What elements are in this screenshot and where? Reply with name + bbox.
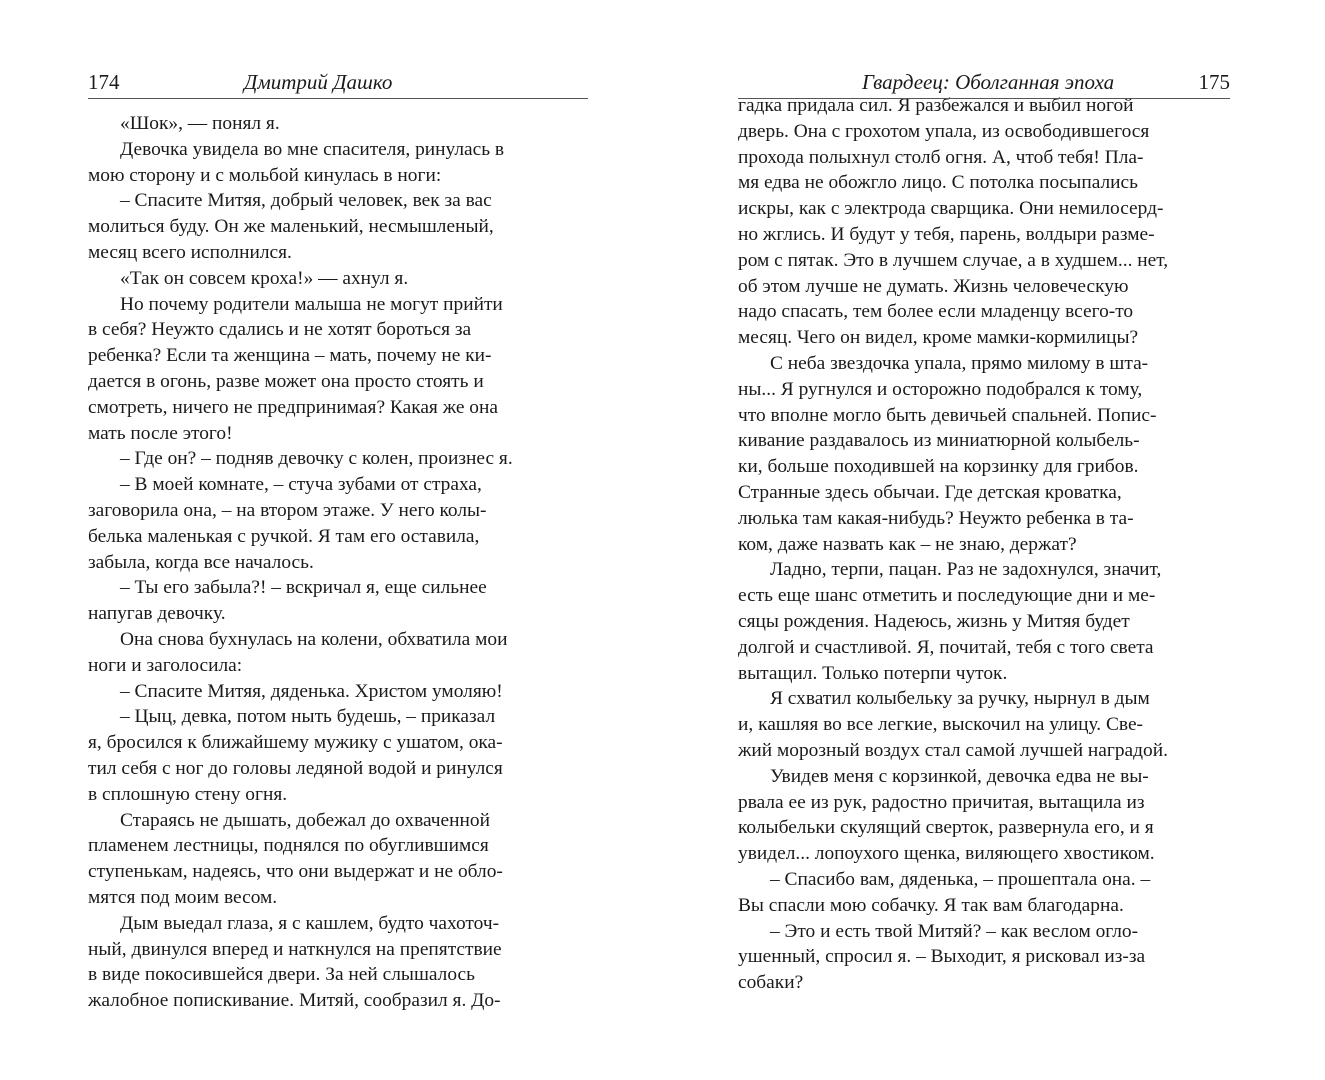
paragraph: – Ты его забыла?! – вскричал я, еще сильнее напугав девочку. (88, 577, 487, 625)
paragraph: Она снова бухнулась на колени, обхватила мои ноги и заголосила: (88, 628, 508, 676)
paragraph: С неба звездочка упала, прямо милому в шта- ны... Я ругнулся и осторожно подобрался к тому, что вполне могло быть девичьей спальней. Попис- кивание раздавалось из миниатюрной колыбель- ки, больше походившей на корзинку для грибов. Странные здесь обычаи. Где детская кроватка, люлька там какая-нибудь? Неужто ребенка в та- ком, даже назвать как – не знаю, держат? (738, 352, 1157, 555)
paragraph: – Спасите Митяя, дяденька. Христом умоляю! (120, 680, 503, 702)
right-page-text (738, 93, 1230, 996)
paragraph: Но почему родители малыша не могут прийти в себя? Неужто сдались и не хотят бороться за ребенка? Если та женщина – мать, почему не ки- дается в огонь, разве может она просто стоять и смотреть, ничего не предпринимая? Какая же она мать после этого! (88, 293, 503, 444)
page-number: 174 (88, 70, 120, 94)
paragraph: Увидев меня с корзинкой, девочка едва не вы- рвала ее из рук, радостно причитая, вытащила из колыбельки скулящий сверток, развернула его, и я увидел... лопоухого щенка, виляющего хвостиком. (738, 765, 1155, 865)
paragraph: Стараясь не дышать, добежал до охваченной пламенем лестницы, поднялся по обуглившимся ступенькам, надеясь, что они выдержат и не обло- мятся под моим весом. (88, 809, 503, 908)
left-page-text (88, 111, 588, 1014)
paragraph: – Где он? – подняв девочку с колен, произнес я. (120, 448, 513, 470)
paragraph: – Спасибо вам, дяденька, – прошептала она. – Вы спасли мою собачку. Я так вам благодарна. (738, 868, 1151, 916)
paragraph: – Спасите Митяя, добрый человек, век за вас молиться буду. Он же маленький, несмышленый, месяц всего исполнился. (88, 190, 494, 263)
right-page-header (738, 62, 1230, 99)
paragraph: «Так он совсем кроха!» — ахнул я. (120, 267, 409, 289)
paragraph: Девочка увидела во мне спасителя, ринулась в мою сторону и с мольбой кинулась в ноги: (88, 138, 505, 186)
paragraph: Ладно, терпи, пацан. Раз не задохнулся, значит, есть еще шанс отметить и последующие дни и ме- сяцы рождения. Надеюсь, жизнь у Митяя будет долгой и счастливой. Я, почитай, тебя с того света вытащил. Только потерпи чуток. (738, 559, 1162, 684)
paragraph: – Цыц, девка, потом ныть будешь, – приказал я, бросился к ближайшему мужику с ушатом, ока- тил себя с ног до головы ледяной водой и ринулся в сплошную стену огня. (88, 706, 503, 805)
paragraph-continued: гадка придала сил. Я разбежался и выбил ногой дверь. Она с грохотом упала, из освободившегося прохода полыхнул столб огня. А, чтоб тебя! Пла- мя едва не обожгло лицо. С потолка посыпались искры, как с электрода сварщика. Они немилосерд- но жглись. И будут у тебя, парень, волдыри разме- ром с пятак. Это в лучшем случае, а в худшем... нет, об этом лучше не думать. Жизнь человеческую надо спасать, тем более если младенцу всего-то месяц. Чего он видел, кроме мамки-кормилицы? (738, 95, 1169, 349)
paragraph: – В моей комнате, – стуча зубами от страха, заговорила она, – на втором этаже. У него колы- белька маленькая с ручкой. Я там его оставила, забыла, когда все началось. (88, 474, 487, 573)
running-title-book: Гвардеец: Оболганная эпоха (862, 70, 1115, 94)
right-page (738, 62, 1230, 996)
left-page-header (88, 62, 588, 99)
page-number: 175 (1198, 70, 1230, 94)
running-title-author: Дмитрий Дашко (244, 70, 393, 94)
paragraph: – Это и есть твой Митяй? – как веслом огло- ушенный, спросил я. – Выходит, я рисковал из-за собаки? (738, 920, 1146, 994)
paragraph: Я схватил колыбельку за ручку, нырнул в дым и, кашляя во все легкие, выскочил на улицу. Све- жий морозный воздух стал самой лучшей наградой. (738, 688, 1168, 761)
paragraph: Дым выедал глаза, я с кашлем, будто чахоточ- ный, двинулся вперед и наткнулся на препятствие в виде покосившейся двери. За ней слышалось жалобное попискивание. Митяй, сообразил я. До- (88, 912, 502, 1012)
left-page (88, 62, 588, 1014)
paragraph: «Шок», — понял я. (120, 113, 280, 134)
